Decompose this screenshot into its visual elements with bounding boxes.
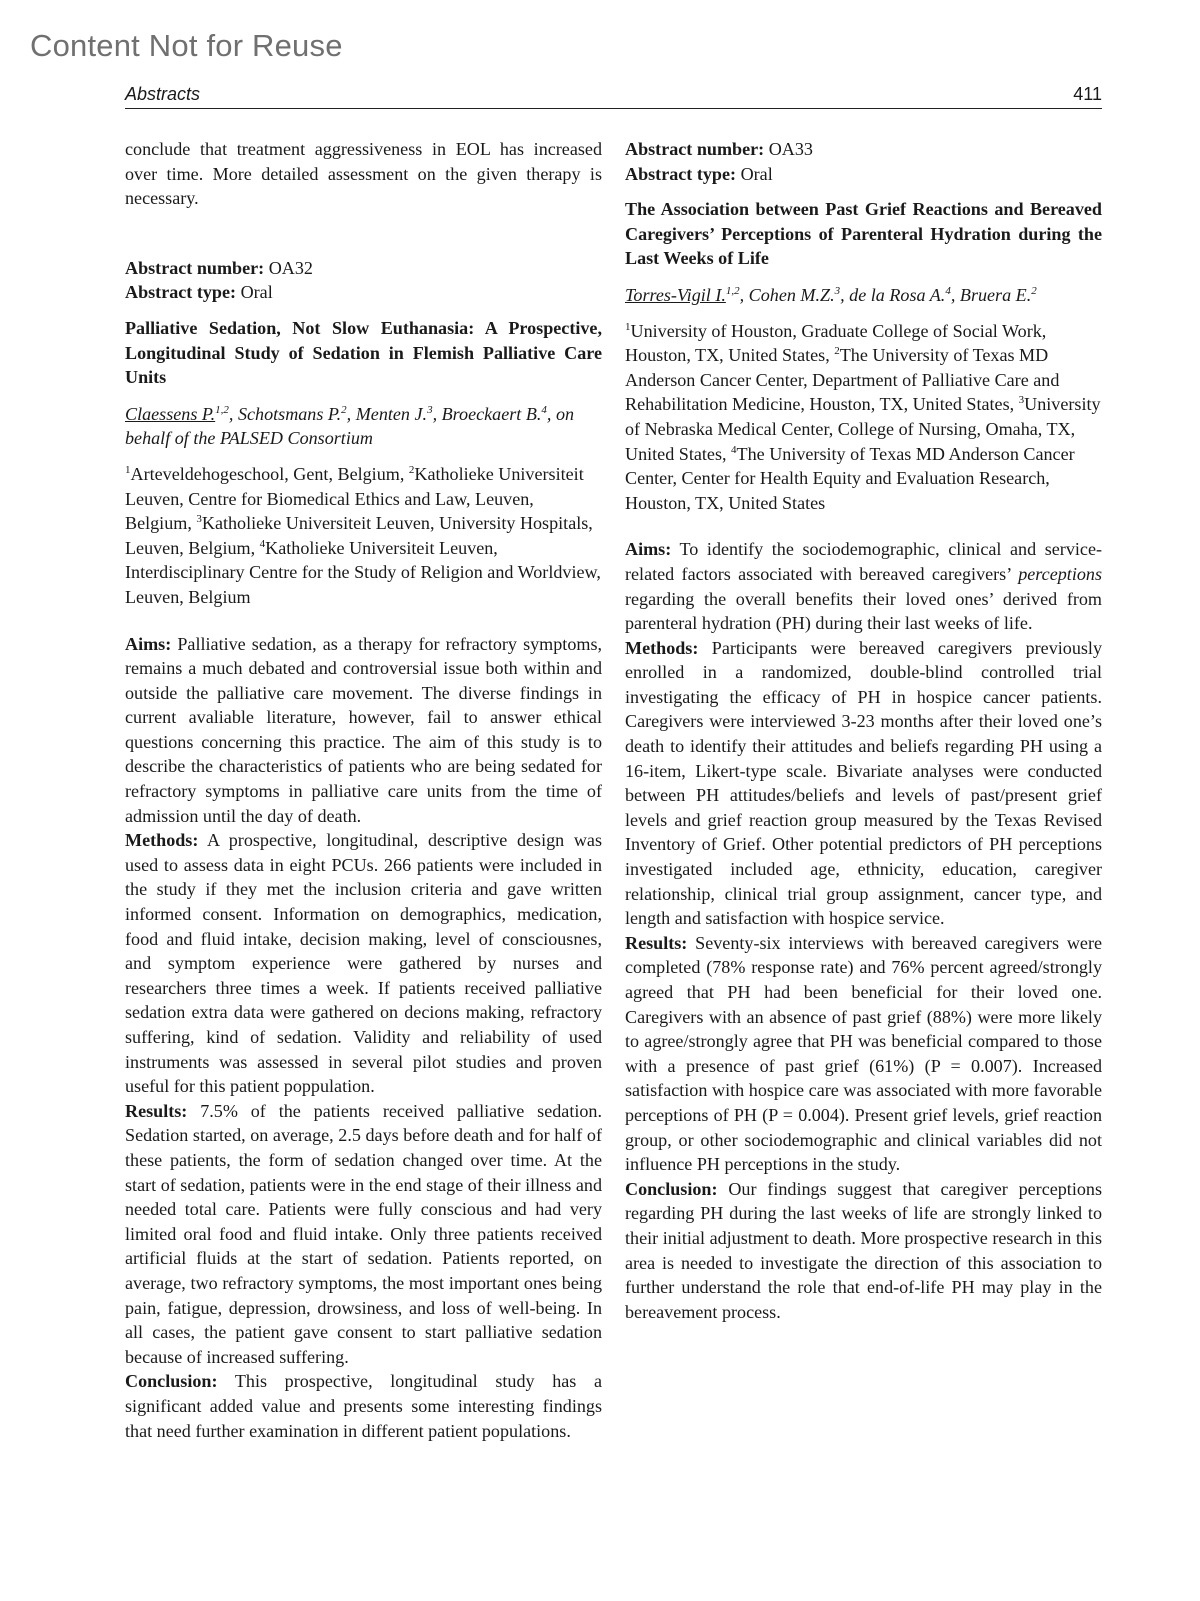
aims-text: Palliative sedation, as a therapy for refractory symptoms, remains a much debated and controversial issue both within and outside the palliative care movement. The diverse findings in current avaliable literature, however, fail to answer ethical questions concerning this practice. The aim of this study is to describe the characteristics of patients who are being sedated for refractory symptoms in palliative care units from the time of admission until the day of death.	[125, 633, 603, 826]
affiliation: University of Nebraska Medical Center, College of Nursing, Omaha, TX, United States,	[625, 394, 1101, 464]
affil-sup: 1	[625, 320, 631, 333]
running-head	[125, 84, 1102, 109]
presenting-author: Torres-Vigil I.	[625, 284, 726, 305]
methods-label: Methods:	[625, 637, 699, 658]
methods-section	[625, 636, 1102, 931]
affil-sup: 3	[1018, 394, 1025, 407]
aims-label: Aims:	[625, 539, 672, 560]
abstract-oa33	[625, 137, 1102, 1324]
methods-text: Participants were bereaved caregivers previously enrolled in a randomized, double-blind controlled trial investigating the efficacy of PH in hospice cancer patients. Caregivers were interviewed 3-23 months after their loved one’s death to identify their attitudes and beliefs regarding PH using a 16-item, Likert-type scale. Bivariate analyses were conducted between PH attitudes/beliefs and levels of past/present grief levels and grief reaction group measured by the Texas Revised Inventory of Grief. Other potential predictors of PH perceptions investigated included age, ethnicity, education, caregiver relationship, clinical trial group assignment, cancer type, and length and satisfaction with hospice service.	[625, 637, 1102, 929]
author: Broeckaert B.	[441, 403, 542, 424]
affiliations	[625, 319, 1102, 516]
results-text: 7.5% of the patients received palliative sedation. Sedation started, on average, 2.5 days before death and for half of these patients, the form of sedation changed over time. At the start of sedation, patients were in the end stage of their illness and needed total care. Patients were fully conscious and had very limited oral food and fluid intake. Only three patients received artificial fluids at the start of sedation. Patients reported, on average, two refractory symptoms, the most important ones being pain, fatigue, depression, drowsiness, and loss of well-being. In all cases, the patient gave consent to start palliative sedation because of increased suffering.	[125, 1100, 602, 1367]
abstract-number	[625, 137, 1102, 162]
aims-emphasis: perceptions	[1018, 563, 1102, 584]
author-list: Claessens P.$^{1,2}$, Schotsmans P.$^2$, Menten J.$^3$, Broeckaert B.$^4$, on behalf of the PALSED Consortium	[125, 403, 575, 449]
results-section	[125, 1099, 602, 1370]
abstract-number-value: OA32	[268, 257, 313, 278]
author-sup: 4	[945, 284, 951, 297]
affiliation: Katholieke Universiteit Leuven, Centre for Biomedical Ethics and Law, Leuven, Belgium,	[125, 463, 584, 534]
abstract-type-value: Oral	[740, 163, 773, 184]
affil-sup: 3	[196, 513, 202, 526]
abstract-body	[125, 632, 602, 1444]
methods-section	[125, 828, 602, 1099]
author-sup: 2	[1031, 284, 1037, 297]
author: de la Rosa A.	[849, 284, 946, 305]
aims-text-cont: regarding the overall benefits their loved ones’ derived from parenteral hydration (PH) during their last weeks of life.	[625, 588, 1102, 634]
aims-label: Aims:	[125, 633, 172, 654]
affil-sup: 4	[259, 537, 266, 550]
affiliation: Katholieke Universiteit Leuven, Interdisciplinary Centre for the Study of Religion and Worldview, Leuven, Belgium	[125, 537, 601, 607]
affil-sup: 1	[125, 463, 131, 476]
results-text: Seventy-six interviews with bereaved caregivers were completed (78% response rate) and 76% percent agreed/strongly agreed that PH had been beneficial for their loved one. Caregivers with an absence of past grief (88%) were more likely to agree/strongly agree that PH was beneficial compared to those with a presence of past grief (61%) (P = 0.007). Increased satisfaction with hospice care was associated with more favorable perceptions of PH (P = 0.004). Present grief levels, grief reaction group, or other sociodemographic and clinical variables did not influence PH perceptions in the study.	[625, 932, 1102, 1175]
abstract-title: Palliative Sedation, Not Slow Euthanasia: A Prospective, Longitudinal Study of Sedation in Flemish Palliative Care Units	[125, 317, 602, 388]
abstract-type-label: Abstract type:	[125, 282, 237, 303]
abstract-type-value: Oral	[240, 282, 273, 303]
aims-section	[125, 632, 602, 829]
journal-section-title: Abstracts	[125, 84, 201, 104]
results-section	[625, 931, 1102, 1177]
abstract-number-label: Abstract number:	[125, 257, 265, 278]
presenting-author: Claessens P.	[125, 403, 216, 424]
right-column	[625, 137, 1102, 1324]
author: Menten J.	[355, 403, 428, 424]
watermark: Content Not for Reuse	[30, 28, 343, 63]
methods-text: A prospective, longitudinal, descriptive design was used to assess data in eight PCUs. 266 patients were included in the study if they met the inclusion criteria and gave written informed consent. Information on demographics, medication, food and fluid intake, decision making, level of consciousnes, and symptom experience were gathered by nurses and researchers three times a week. If patients received palliative sedation extra data were gathered on decions making, refractory suffering, kind of sedation. Validity and reliability of used instruments was assessed in several pilot studies and proven useful for this patient poppulation.	[125, 830, 602, 1097]
author-sup: 4	[541, 403, 547, 416]
continued-text: conclude that treatment aggressiveness in EOL has increased over time. More detailed assessment on the given therapy is necessary.	[125, 139, 602, 209]
affiliation: The University of Texas MD Anderson Cancer Center, Department of Palliative Care and Rehabilitation Medicine, Houston, TX, United States,	[625, 345, 1060, 415]
author-sup: 1,2	[725, 284, 740, 297]
abstract-oa32	[125, 256, 602, 1443]
results-label: Results:	[625, 932, 688, 953]
abstract-number	[125, 256, 602, 281]
conclusion-text: Our findings suggest that caregiver perceptions regarding PH during the last weeks of life are strongly linked to their initial adjustment to death. More prospective research in this area is needed to investigate the direction of this association to further understand the role that end-of-life PH may play in the bereavement process.	[625, 1178, 1102, 1322]
aims-text: To identify the sociodemographic, clinical and service-related factors associated with bereaved caregivers’	[625, 539, 1102, 584]
author: Cohen M.Z.	[748, 284, 835, 305]
abstract-number-label: Abstract number:	[625, 139, 765, 159]
affiliation: The University of Texas MD Anderson Cancer Center, Center for Health Equity and Evaluation Research, Houston, TX, United States	[625, 443, 1075, 513]
conclusion-text: This prospective, longitudinal study has a significant added value and presents some interesting findings that need further examination in different patient populations.	[125, 1371, 602, 1441]
conclusion-section	[125, 1369, 602, 1443]
left-column	[125, 137, 602, 1443]
author-sup: 3	[834, 284, 841, 297]
affiliation: University of Houston, Graduate College of Social Work, Houston, TX, United States,	[625, 320, 1047, 366]
abstract-title: The Association between Past Grief Reactions and Bereaved Caregivers’ Perceptions of Parenteral Hydration during the Last Weeks of Life	[625, 199, 1102, 269]
abstract-type-label: Abstract type:	[625, 163, 737, 184]
conclusion-label: Conclusion:	[625, 1178, 718, 1199]
affil-sup: 4	[731, 443, 737, 456]
abstract-type	[125, 280, 602, 305]
affiliations	[125, 462, 602, 610]
methods-label: Methods:	[125, 830, 199, 851]
abstract-type	[625, 162, 1102, 187]
author-group: on behalf of the PALSED Consortium	[125, 403, 575, 449]
author-sup: 3	[427, 403, 433, 416]
author-list: Torres-Vigil I.$^{1,2}$, Cohen M.Z.$^3$, de la Rosa A.$^4$, Bruera E.$^2$	[625, 284, 1037, 305]
author-sup: 1,2	[215, 403, 229, 416]
abstract-body	[625, 537, 1102, 1324]
affil-sup: 2	[408, 463, 415, 476]
abstract-number-value: OA33	[768, 139, 813, 159]
aims-section	[625, 537, 1102, 635]
author-sup: 2	[341, 403, 347, 416]
affil-sup: 2	[834, 345, 840, 358]
author: Schotsmans P.	[237, 403, 342, 424]
results-label: Results:	[125, 1100, 188, 1121]
conclusion-label: Conclusion:	[125, 1371, 218, 1392]
affiliation: Arteveldehogeschool, Gent, Belgium,	[130, 463, 409, 484]
conclusion-section	[625, 1177, 1102, 1325]
author: Bruera E.	[959, 284, 1032, 305]
affiliation: Katholieke Universiteit Leuven, University Hospitals, Leuven, Belgium,	[125, 513, 593, 558]
page-number: 411	[1073, 84, 1102, 104]
